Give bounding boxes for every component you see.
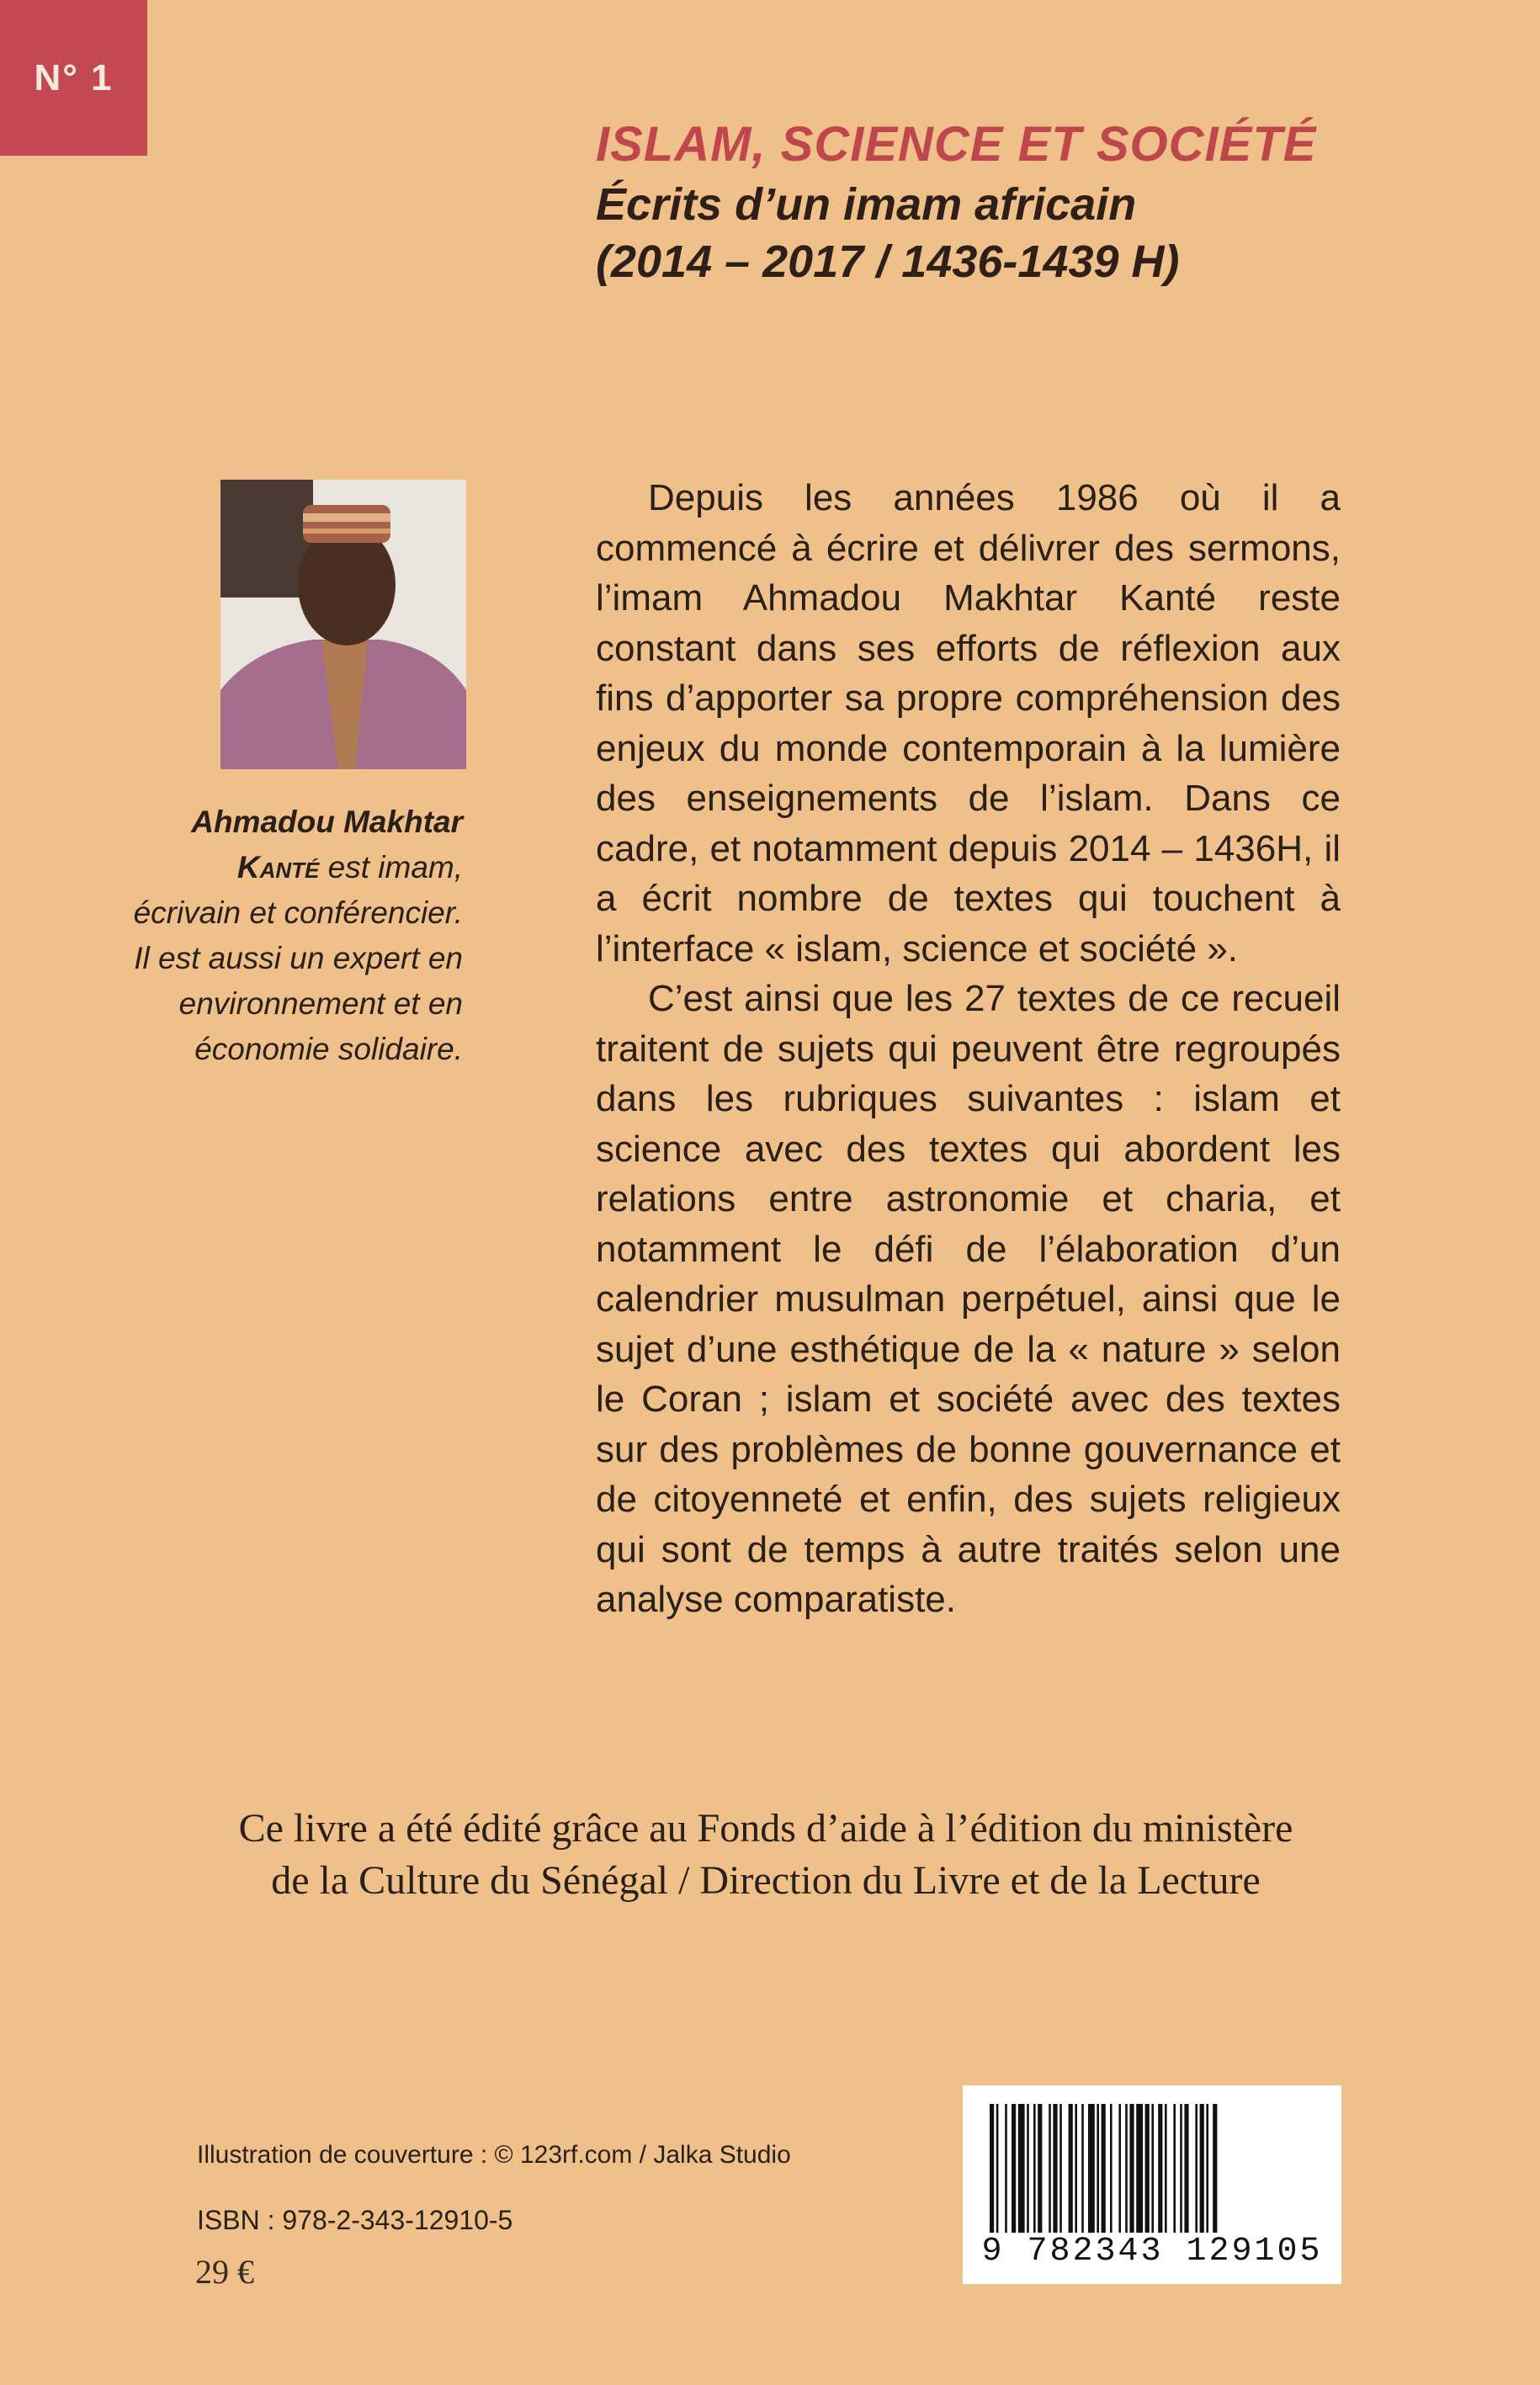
book-title-block (596, 116, 1479, 290)
barcode-bar (1118, 2104, 1121, 2239)
back-cover-blurb (596, 473, 1341, 1625)
barcode-bar (1110, 2104, 1113, 2239)
barcode-bar (1165, 2104, 1167, 2239)
barcode-bar (1136, 2104, 1143, 2239)
barcode-bar (1206, 2104, 1208, 2239)
barcode-bar (1038, 2104, 1042, 2239)
author-name: Ahmadou Makhtar (191, 805, 463, 839)
barcode-bar (1200, 2104, 1204, 2239)
barcode-bar (1005, 2104, 1007, 2239)
blurb-paragraph-2: C’est ainsi que les 27 textes de ce recueil traitent de sujets qui peuvent être regroupés dans les rubriques suivantes : islam et science avec des textes qui abordent les relations entre astronomie et charia, et notamment le défi de l’élaboration d’un calendrier musulman perpétuel, ainsi que le sujet d’une esthétique de la « nature » selon le Coran ; islam et société avec des textes sur des problèmes de bonne gouvernance et de citoyenneté et enfin, des sujets religieux qui sont de temps à autre traités selon une analyse comparatiste. (596, 978, 1341, 1620)
barcode-bar (1081, 2104, 1084, 2239)
funding-notice (126, 1803, 1405, 1907)
cover-credit: Illustration de couverture : © 123rf.com / Jalka Studio (197, 2141, 791, 2169)
price: 29 € (195, 2253, 254, 2291)
author-bio-text: est imam, écrivain et conférencier. Il est aussi un expert en environnement et en économie solidaire. (133, 850, 463, 1066)
barcode-bar (1027, 2104, 1029, 2239)
barcode-bar (1059, 2104, 1062, 2239)
barcode-bar (1173, 2104, 1176, 2239)
barcode-bar (1125, 2104, 1128, 2239)
blurb-paragraph-1: Depuis les années 1986 où il a commencé à écrire et délivrer des sermons, l’imam Ahmadou Makhtar Kanté reste constant dans ses efforts de réflexion aux fins d’apporter sa propre compréhension des enjeux du monde contemporain à la lumière des enseignements de l’islam. Dans ce cadre, et notamment depuis 2014 – 1436H, il a écrit nombre de textes qui touchent à l’interface « islam, science et société ». (596, 477, 1341, 969)
barcode-bar (1145, 2104, 1150, 2239)
barcode-bar (1075, 2104, 1077, 2239)
barcode-bar (996, 2104, 999, 2239)
isbn: ISBN : 978-2-343-12910-5 (197, 2205, 513, 2235)
barcode-bar (1158, 2104, 1162, 2239)
book-subtitle-line1: Écrits d’un imam africain (596, 179, 1137, 230)
barcode-bar (1195, 2104, 1197, 2239)
author-bio (126, 799, 463, 1072)
barcode-bar (1012, 2104, 1016, 2239)
author-photo (220, 480, 466, 769)
barcode-bar (1184, 2104, 1188, 2239)
barcode-bar (1053, 2104, 1057, 2239)
book-title: ISLAM, SCIENCE ET SOCIÉTÉ (596, 117, 1317, 172)
barcode-bar (1180, 2104, 1182, 2239)
barcode-bar (1033, 2104, 1036, 2239)
series-number-badge (0, 0, 147, 156)
barcode-bar (1129, 2104, 1134, 2239)
barcode-bar (1097, 2104, 1099, 2239)
barcode-bar (1088, 2104, 1095, 2239)
barcode-bar (990, 2104, 994, 2239)
barcode-bar (1213, 2104, 1217, 2239)
barcode-bar (1102, 2104, 1106, 2239)
series-number-label: N° 1 (34, 56, 114, 98)
barcode-bar (1069, 2104, 1073, 2239)
barcode-digits: 9 782343 129105 (980, 2233, 1325, 2271)
barcode-bar (1151, 2104, 1154, 2239)
barcode-bar (1049, 2104, 1051, 2239)
funding-line-1: Ce livre a été édité grâce au Fonds d’aide à l’édition du ministère (238, 1806, 1293, 1851)
funding-line-2: de la Culture du Sénégal / Direction du Livre et de la Lecture (271, 1858, 1261, 1903)
barcode-bar (1018, 2104, 1025, 2239)
author-portrait-icon (220, 480, 466, 769)
author-surname: Kanté (236, 850, 320, 884)
barcode (963, 2085, 1341, 2284)
book-subtitle-line2: (2014 – 2017 / 1436-1439 H) (596, 236, 1180, 287)
